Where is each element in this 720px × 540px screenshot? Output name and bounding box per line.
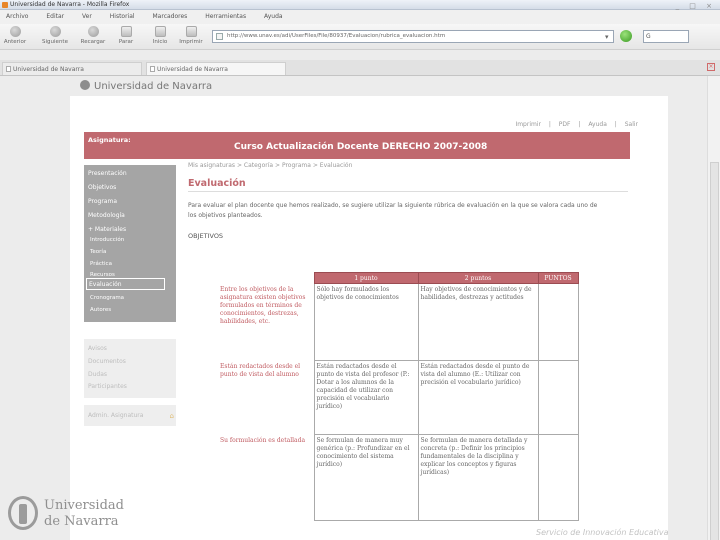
rubric-corner	[218, 273, 314, 284]
evaluation-rubric	[218, 272, 579, 521]
reload-button[interactable]: Recargar	[78, 26, 108, 45]
menu-editar[interactable]: Editar	[46, 13, 65, 20]
menu-ayuda[interactable]: Ayuda	[264, 13, 283, 20]
menu-herramientas[interactable]: Herramientas	[205, 13, 247, 20]
page-title: Evaluación	[188, 178, 246, 189]
forward-button[interactable]: Siguiente	[40, 26, 70, 45]
rubric-header-puntos: PUNTOS	[538, 273, 578, 284]
sidebar-item-documentos[interactable]: Documentos	[88, 358, 126, 365]
rubric-header-1-punto: 1 punto	[314, 273, 418, 284]
sidebar-navigation	[84, 165, 176, 322]
service-footer: Servicio de Innovación Educativa	[536, 528, 669, 537]
sidebar-item-presentacion[interactable]: Presentación	[88, 170, 127, 177]
university-seal-icon	[8, 496, 38, 530]
printer-icon	[186, 26, 197, 37]
tab-universidad-2[interactable]: Universidad de Navarra	[146, 62, 286, 75]
sidebar-subitem-introduccion[interactable]: Introducción	[90, 237, 125, 243]
home-icon[interactable]: ⌂	[169, 412, 174, 420]
window-controls[interactable]: _ □ ×	[675, 2, 716, 10]
window-title: Universidad de Navarra - Mozilla Firefox	[10, 1, 130, 8]
back-button[interactable]: Anterior	[0, 26, 30, 45]
breadcrumb[interactable]: Mis asignaturas > Categoría > Programa > Evaluación	[188, 162, 353, 169]
university-logo-icon	[80, 80, 90, 90]
course-title: Curso Actualización Docente DERECHO 2007-2008	[234, 142, 488, 152]
sidebar-item-metodologia[interactable]: Metodología	[88, 212, 125, 219]
sidebar-item-participantes[interactable]: Participantes	[88, 383, 127, 390]
sidebar-subitem-teoria[interactable]: Teoría	[90, 249, 107, 255]
site-header: Universidad de Navarra	[80, 80, 212, 92]
course-page	[70, 96, 668, 540]
sidebar-item-evaluacion[interactable]	[86, 278, 165, 290]
sidebar-subitem-autores[interactable]: Autores	[90, 307, 112, 313]
rubric-cell: Están redactados desde el punto de vista del profesor (P.: Dotar a los alumnos de la capacidad de utilizar con precisión el vocabulario jurídico)	[314, 361, 418, 435]
rubric-cell: Sólo hay formulados los objetivos de conocimientos	[314, 284, 418, 361]
menu-marcadores[interactable]: Marcadores	[152, 13, 188, 20]
stop-icon	[121, 26, 132, 37]
print-button[interactable]: Imprimir	[176, 26, 206, 45]
sidebar-item-dudas[interactable]: Dudas	[88, 371, 108, 378]
navigation-toolbar	[0, 24, 720, 50]
stop-button[interactable]: Parar	[111, 26, 141, 45]
logo-line-1: Universidad	[44, 498, 124, 513]
university-watermark-logo	[4, 494, 124, 534]
rubric-points-cell[interactable]	[538, 435, 578, 521]
sidebar-subitem-recursos[interactable]: Recursos	[90, 272, 115, 278]
go-button[interactable]	[620, 30, 632, 42]
menu-bar	[0, 10, 720, 24]
rubric-header-row	[218, 273, 578, 284]
sidebar-item-label: Evaluación	[89, 281, 122, 288]
url-input[interactable]: http://www.unav.es/adi/UserFiles/File/80937/Evaluacion/rubrica_evaluacion.htm	[212, 30, 614, 43]
rubric-cell: Hay objetivos de conocimientos y de habilidades, destrezas y actitudes	[418, 284, 538, 361]
back-arrow-icon	[10, 26, 21, 37]
firefox-icon	[2, 2, 8, 8]
logo-line-2: de Navarra	[44, 514, 119, 529]
title-bar	[0, 0, 720, 10]
intro-text: Para evaluar el plan docente que hemos realizado, se sugiere utilizar la siguiente rúbrica de evaluación en la que se valora cada uno de los objetivos planteados.	[188, 202, 598, 219]
url-dropdown-icon[interactable]: ▾	[605, 33, 609, 41]
sidebar-admin[interactable]	[84, 405, 176, 426]
objectives-title: OBJETIVOS	[188, 232, 224, 240]
rubric-criterion: Están redactados desde el punto de vista del alumno	[220, 362, 301, 378]
search-input[interactable]: G	[643, 30, 689, 43]
sidebar-subitem-practica[interactable]: Práctica	[90, 261, 112, 267]
sidebar-item-materiales[interactable]: + Materiales	[88, 226, 127, 233]
home-button[interactable]: Inicio	[145, 26, 175, 45]
rubric-header-2-puntos: 2 puntos	[418, 273, 538, 284]
subject-label: Asignatura:	[88, 136, 131, 144]
close-tab-icon[interactable]: ×	[708, 63, 714, 70]
tab-universidad-1[interactable]: Universidad de Navarra	[2, 62, 142, 75]
page-icon	[150, 66, 155, 72]
sidebar-subitem-cronograma[interactable]: Cronograma	[90, 295, 125, 301]
rubric-points-cell[interactable]	[538, 361, 578, 435]
rubric-criterion: Su formulación es detallada	[220, 436, 306, 444]
home-icon	[155, 26, 166, 37]
sidebar-item-avisos[interactable]: Avisos	[88, 345, 107, 352]
menu-ver[interactable]: Ver	[82, 13, 92, 20]
scrollbar-thumb[interactable]	[710, 162, 719, 540]
tab-bar	[0, 60, 720, 76]
sidebar-tools	[84, 339, 176, 398]
table-row	[218, 435, 578, 521]
table-row	[218, 361, 578, 435]
menu-historial[interactable]: Historial	[109, 13, 135, 20]
page-icon	[6, 66, 11, 72]
forward-arrow-icon	[50, 26, 61, 37]
page-content	[0, 77, 707, 540]
subject-bar	[84, 132, 630, 159]
sidebar-item-programa[interactable]: Programa	[88, 198, 117, 205]
divider	[188, 191, 628, 192]
admin-link[interactable]: Admin. Asignatura	[88, 412, 144, 419]
rubric-cell: Se formulan de manera detallada y concreta (p.: Definir los principios fundamentales de la disciplina y explicar los conceptos y figuras jurídicas)	[418, 435, 538, 521]
page-icon	[216, 33, 223, 40]
sidebar-item-objetivos[interactable]: Objetivos	[88, 184, 117, 191]
rubric-criterion: Entre los objetivos de la asignatura existen objetivos formulados en términos de conocimientos, destrezas, habilidades, etc.	[220, 285, 306, 325]
menu-archivo[interactable]: Archivo	[6, 13, 29, 20]
rubric-points-cell[interactable]	[538, 284, 578, 361]
top-links[interactable]: Imprimir | PDF | Ayuda | Salir	[515, 121, 638, 128]
table-row	[218, 284, 578, 361]
rubric-cell: Están redactados desde el punto de vista del alumno (E.: Utilizar con precisión el vocabulario jurídico)	[418, 361, 538, 435]
rubric-cell: Se formulan de manera muy genérica (p.: Profundizar en el conocimiento del sistema jurídico)	[314, 435, 418, 521]
reload-icon	[88, 26, 99, 37]
vertical-scrollbar[interactable]	[707, 76, 720, 540]
